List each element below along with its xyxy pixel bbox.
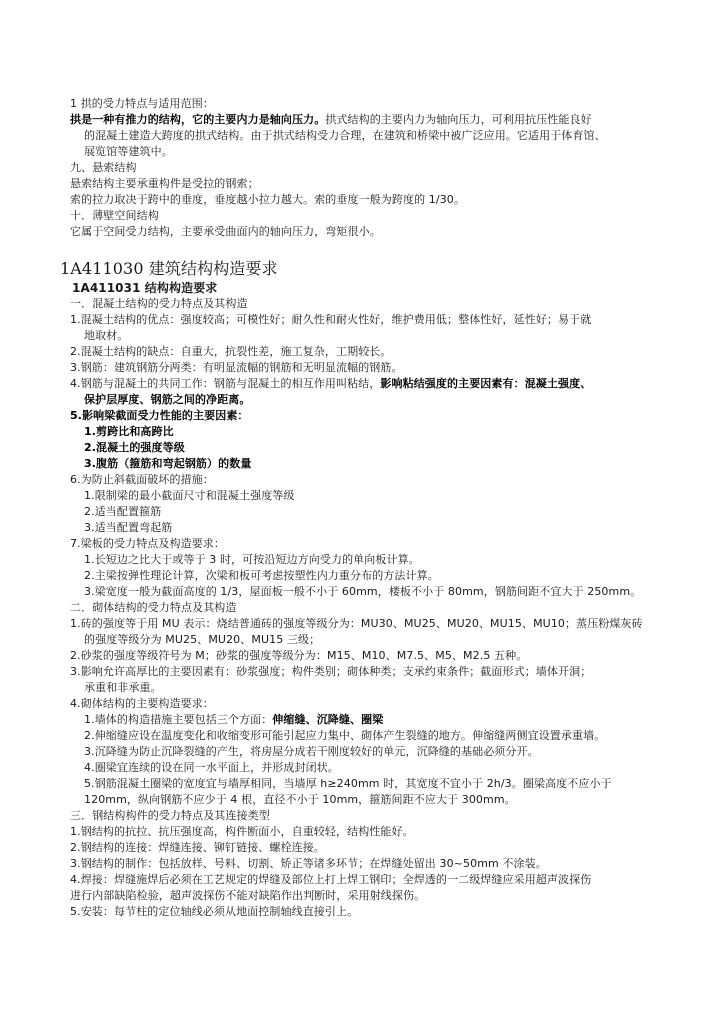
- text-line: 地取材。: [84, 329, 129, 342]
- bold-line: 5.影响梁截面受力性能的主要因素：: [70, 409, 249, 422]
- text-line: 3.影响允许高厚比的主要因素有：砂浆强度；构件类别；砌体种类；支承约束条件；截面形式；墙体开洞；: [70, 665, 592, 678]
- bold-statement: 伸缩缝、沉降缝、圈梁: [272, 713, 384, 726]
- text-line: 的混凝土建造大跨度的拱式结构。由于拱式结构受力合理，在建筑和桥梁中被广泛应用。它适用于体育馆、: [84, 129, 606, 142]
- section-title: 三．钢结构构件的受力特点及其连接类型: [70, 809, 270, 822]
- text-line: 4.砌体结构的主要构造要求：: [70, 697, 214, 710]
- bold-statement: 拱是一种有推力的结构，它的主要内力是轴向压力。: [70, 113, 326, 126]
- list-item: 2.适当配置箍筋: [84, 505, 162, 518]
- text-line: 4.焊接：焊缝施焊后必须在工艺规定的焊缝及部位上打上焊工钢印；全焊透的一二级焊缝应采用超声波探伤: [70, 873, 592, 886]
- text-line: 的强度等级分为 MU25、MU20、MU15 三级；: [84, 633, 321, 646]
- text-line: 悬索结构主要承重构件是受拉的钢索；: [70, 177, 259, 190]
- text-line: 6.为防止斜截面破坏的措施：: [70, 473, 214, 486]
- text-line: 承重和非承重。: [84, 681, 162, 694]
- text-span: 拱式结构的主要内力为轴向压力，可利用抗压性能良好: [325, 113, 592, 126]
- text-line: 它属于空间受力结构，主要承受曲面内的轴向压力，弯矩很小。: [70, 225, 381, 238]
- list-item: 3.沉降缝为防止沉降裂缝的产生，将房屋分成若干刚度较好的单元，沉降缝的基础必须分开。: [84, 745, 539, 758]
- text-line: 进行内部缺陷检验，超声波探伤不能对缺陷作出判断时，采用射线探伤。: [70, 889, 426, 902]
- text-line: 1 拱的受力特点与适用范围：: [70, 97, 214, 110]
- text-line: 2.钢结构的连接：焊缝连接、铆钉链接、螺栓连接。: [70, 841, 325, 854]
- section-title: 十．薄壁空间结构: [70, 209, 159, 222]
- list-item: 3.梁宽度一般为截面高度的 1/3，屋面板一般不小于 60mm，楼板不小于 80mm，钢筋间距不宜大于 250mm。: [84, 585, 642, 598]
- list-item: [84, 712, 383, 728]
- bold-statement: 影响粘结强度的主要因素有：混凝土强度、: [380, 377, 592, 390]
- chapter-heading: 1A411030 建筑结构构造要求: [60, 259, 278, 278]
- text-line: [70, 376, 591, 392]
- text-line: 2.砂浆的强度等级符号为 M；砂浆的强度等级分为：M15、M10、M7.5、M5、M2.5 五种。: [70, 649, 528, 662]
- text-line: 1.砖的强度等于用 MU 表示：烧结普通砖的强度等级分为：MU30、MU25、MU20、MU15、MU10；蒸压粉煤灰砖: [70, 617, 643, 630]
- section-title: 二．砌体结构的受力特点及其构造: [70, 601, 237, 614]
- section-heading: 1A411031 结构构造要求: [72, 281, 218, 295]
- section-title: 一．混凝土结构的受力特点及其构造: [70, 297, 248, 310]
- section-title: 九、悬索结构: [70, 161, 137, 174]
- text-span: 4.钢筋与混凝土的共同工作：钢筋与混凝土的相互作用叫粘结，: [70, 377, 381, 390]
- text-line: 120mm，纵向钢筋不应少于 4 根，直径不小于 10mm，箍筋间距不应大于 300mm。: [84, 793, 516, 806]
- text-line: 7.梁板的受力特点及构造要求：: [70, 537, 225, 550]
- text-line: 3.钢结构的制作：包括放样、号料、切割、矫正等诸多环节；在焊缝处留出 30~50mm 不涂装。: [70, 857, 547, 870]
- list-item: 4.圈梁宜连续的设在同一水平面上，并形成封闭状。: [84, 761, 339, 774]
- text-line: 3.钢筋：建筑钢筋分两类：有明显流幅的钢筋和无明显流幅的钢筋。: [70, 361, 403, 374]
- bold-list-item: 1.剪跨比和高跨比: [84, 425, 174, 438]
- text-line: 展览馆等建筑中。: [84, 145, 173, 158]
- text-line: 2.混凝土结构的缺点：自重大，抗裂性差，施工复杂，工期较长。: [70, 345, 392, 358]
- bold-list-item: 3.腹筋（箍筋和弯起钢筋）的数量: [84, 457, 252, 470]
- list-item: 1.限制梁的最小截面尺寸和混凝土强度等级: [84, 489, 295, 502]
- text-line: 5.安装：每节柱的定位轴线必须从地面控制轴线直接引上。: [70, 905, 359, 918]
- text-line: [70, 112, 592, 128]
- text-span: 1.墙体的构造措施主要包括三个方面：: [84, 713, 273, 726]
- text-line: 1.钢结构的抗拉、抗压强度高，构件断面小，自重较轻，结构性能好。: [70, 825, 414, 838]
- bold-list-item: 2.混凝土的强度等级: [84, 441, 185, 454]
- list-item: 2.主梁按弹性理论计算，次梁和板可考虑按塑性内力重分布的方法计算。: [84, 569, 439, 582]
- text-line: 索的拉力取决于跨中的垂度，垂度越小拉力越大。索的垂度一般为跨度的 1/30。: [70, 193, 465, 206]
- list-item: 2.伸缩缝应设在温度变化和收缩变形可能引起应力集中、砌体产生裂缝的地方。伸缩缝两侧宜设置承重墙。: [84, 729, 606, 742]
- list-item: 1.长短边之比大于或等于 3 时，可按沿短边方向受力的单向板计算。: [84, 553, 420, 566]
- bold-line: 保护层厚度、钢筋之间的净距离。: [84, 393, 251, 406]
- text-line: 1.混凝土结构的优点：强度较高；可模性好；耐久性和耐火性好，维护费用低；整体性好，延性好；易于就: [70, 313, 592, 326]
- list-item: 3.适当配置弯起筋: [84, 521, 173, 534]
- list-item: 5.钢筋混凝土圈梁的宽度宜与墙厚相同，当墙厚 h≥240mm 时，其宽度不宜小于 2h/3。圈梁高度不应小于: [84, 777, 612, 790]
